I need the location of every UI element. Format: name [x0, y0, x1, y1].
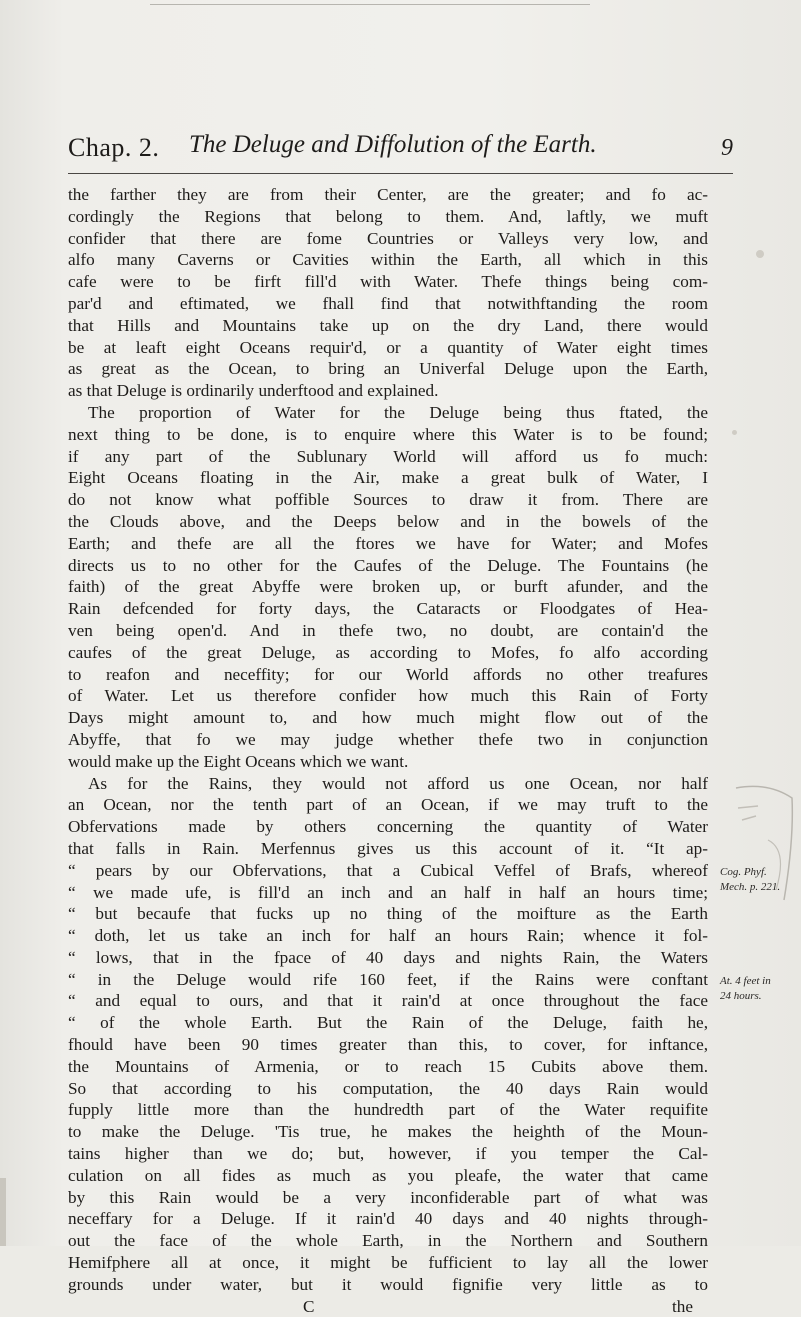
text-line: to reafon and neceffity; for our World affords no other treafures — [68, 664, 708, 684]
text-line: “ of the whole Earth. But the Rain of the Deluge, faith he, — [68, 1013, 708, 1033]
text-line: confider that there are fome Countries or Valleys very low, and — [68, 228, 708, 248]
text-line: “ and equal to ours, and that it rain'd at once throughout the face — [68, 991, 708, 1011]
text-line: faith) of the great Abyffe were broken up, or burft afunder, and the — [68, 577, 708, 597]
margin-note-ref: Mech. p. 221. — [720, 881, 781, 893]
paper-speck — [756, 250, 764, 258]
text-line: “ lows, that in the fpace of 40 days and nights Rain, the Waters — [68, 947, 708, 967]
text-line: alfo many Caverns or Cavities within the Earth, all which in this — [68, 250, 708, 270]
text-line: grounds under water, but it would fignifie very little as to — [68, 1274, 708, 1294]
page-number: 9 — [721, 135, 733, 161]
text-line: The proportion of Water for the Deluge being thus ftated, the — [88, 402, 708, 422]
text-line: So that according to his computation, the 40 days Rain would — [68, 1078, 708, 1098]
text-line: tains higher than we do; but, however, if you temper the Cal- — [68, 1144, 708, 1164]
text-line: as great as the Ocean, to bring an Univerfal Deluge upon the Earth, — [68, 359, 708, 379]
text-line: to make the Deluge. 'Tis true, he makes the heighth of the Moun- — [68, 1122, 708, 1142]
text-line: Obfervations made by others concerning the quantity of Water — [68, 817, 708, 837]
paper-speck — [732, 430, 737, 435]
text-line: “ doth, let us take an inch for half an hours Rain; whence it fol- — [68, 926, 708, 946]
text-line: “ pears by our Obfervations, that a Cubical Veffel of Brafs, whereof — [68, 860, 708, 880]
text-line: that Hills and Mountains take up on the dry Land, there would — [68, 315, 708, 335]
catchline — [68, 1296, 708, 1317]
text-line: “ in the Deluge would rife 160 feet, if the Rains were conftant — [68, 969, 708, 989]
text-line: do not know what poffible Sources to draw it from. There are — [68, 490, 708, 510]
text-line: the farther they are from their Center, are the greater; and fo ac- — [68, 185, 708, 204]
page-header — [68, 127, 733, 177]
faint-stamp-mark — [728, 780, 798, 910]
top-edge-line — [150, 4, 590, 5]
text-line: par'd and eftimated, we fhall find that notwithftanding the room — [68, 293, 708, 313]
text-line: would make up the Eight Oceans which we want. — [68, 751, 409, 771]
header-rule — [68, 173, 733, 174]
body-text — [68, 184, 708, 1317]
text-line: as that Deluge is ordinarily underftood and explained. — [68, 381, 439, 401]
text-line: cafe were to be firft fill'd with Water. Thefe things being com- — [68, 272, 708, 292]
text-line: by this Rain would be a very inconfiderable part of what was — [68, 1187, 708, 1207]
chapter-label: Chap. 2. — [68, 133, 160, 162]
text-line: fupply little more than the hundredth part of the Water requifite — [68, 1100, 708, 1120]
text-line: an Ocean, nor the tenth part of an Ocean, if we may truft to the — [68, 795, 708, 815]
text-line: Abyffe, that fo we may judge whether thefe two in conjunction — [68, 729, 708, 749]
text-line: culation on all fides as much as you pleafe, the water that came — [68, 1165, 708, 1185]
text-line: cordingly the Regions that belong to them. And, laftly, we muft — [68, 206, 708, 226]
text-line: be at leaft eight Oceans requir'd, or a quantity of Water eight times — [68, 337, 708, 357]
text-line: fhould have been 90 times greater than this, to cover, for inftance, — [68, 1035, 708, 1055]
binding-edge-shadow — [0, 1178, 6, 1246]
text-line: Days might amount to, and how much might flow out of the — [68, 708, 708, 728]
text-line: Earth; and thefe are all the ftores we have for Water; and Mofes — [68, 533, 708, 553]
running-title: The Deluge and Diffolution of the Earth. — [189, 131, 597, 158]
text-line: the Mountains of Armenia, or to reach 15 Cubits above them. — [68, 1056, 708, 1076]
text-line: caufes of the great Deluge, as according to Mofes, fo alfo according — [68, 642, 708, 662]
signature-mark: C — [303, 1296, 315, 1316]
text-line: of Water. Let us therefore confider how much this Rain of Forty — [68, 686, 708, 706]
text-line: neceffary for a Deluge. If it rain'd 40 days and 40 nights through- — [68, 1209, 708, 1229]
text-line: the Clouds above, and the Deeps below and in the bowels of the — [68, 511, 708, 531]
text-line: that falls in Rain. Merfennus gives us this account of it. “It ap- — [68, 838, 708, 858]
catchword: the — [672, 1296, 693, 1316]
text-line: Rain defcended for forty days, the Cataracts or Floodgates of Hea- — [68, 599, 708, 619]
margin-note-ref: Cog. Phyf. — [720, 866, 767, 878]
text-line: if any part of the Sublunary World will afford us fo much: — [68, 446, 708, 466]
text-line: directs us to no other for the Caufes of the Deluge. The Fountains (he — [68, 555, 708, 575]
text-line: ven being open'd. And in thefe two, no doubt, are contain'd the — [68, 620, 708, 640]
text-line: “ but becaufe that fucks up no thing of the moifture as the Earth — [68, 904, 708, 924]
text-line: “ we made ufe, is fill'd an inch and an half in half an hours time; — [68, 882, 708, 902]
margin-note-ref: At. 4 feet in — [720, 975, 771, 987]
margin-note-ref: 24 hours. — [720, 990, 762, 1002]
text-line: Eight Oceans floating in the Air, make a great bulk of Water, I — [68, 468, 708, 488]
text-line: Hemifphere all at once, it might be fufficient to lay all the lower — [68, 1253, 708, 1273]
text-line: next thing to be done, is to enquire where this Water is to be found; — [68, 424, 708, 444]
text-line: As for the Rains, they would not afford us one Ocean, nor half — [88, 773, 708, 793]
text-line: out the face of the whole Earth, in the Northern and Southern — [68, 1231, 708, 1251]
